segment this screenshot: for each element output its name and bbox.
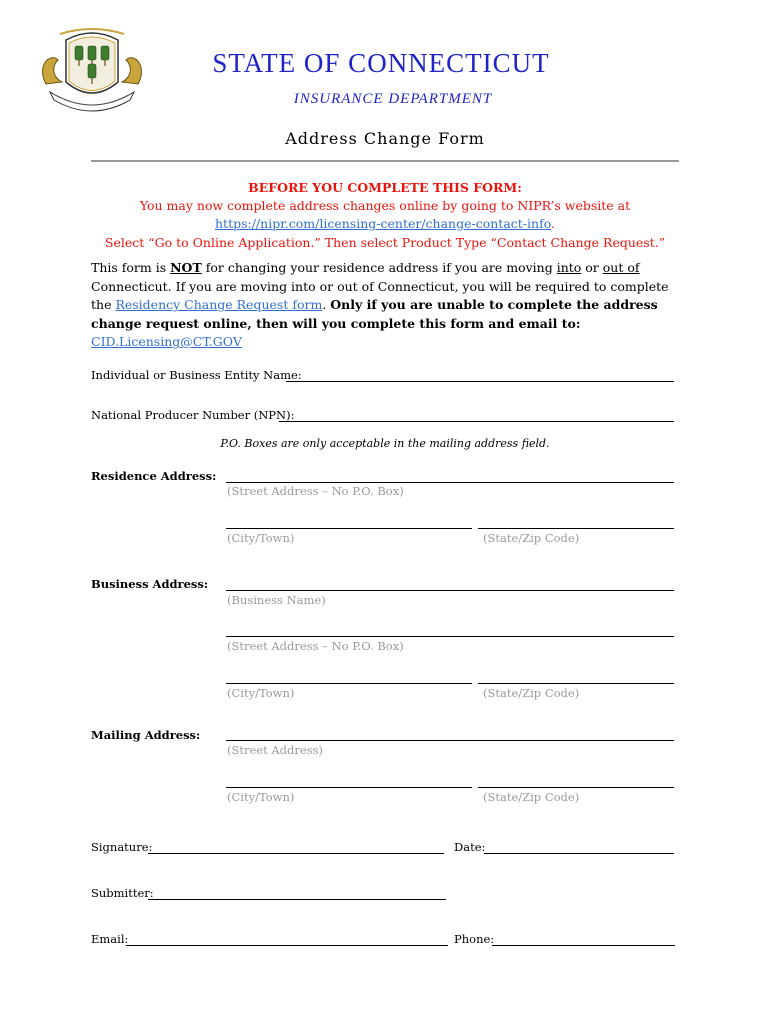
instr-into: into: [556, 260, 582, 275]
business-street-field[interactable]: [226, 636, 674, 637]
instr-out-of: out of: [602, 260, 640, 275]
signature-label: Signature:: [91, 840, 153, 854]
business-state-zip-field[interactable]: [478, 683, 674, 684]
mailing-label: Mailing Address:: [91, 728, 201, 742]
mailing-street-field[interactable]: [226, 740, 674, 741]
email-label: Email:: [91, 932, 129, 946]
entity-name-field[interactable]: [286, 381, 674, 382]
instructions-paragraph: [91, 259, 691, 352]
date-label: Date:: [454, 840, 486, 854]
npn-label: National Producer Number (NPN):: [91, 408, 295, 422]
mailing-city-hint: (City/Town): [227, 790, 295, 804]
business-label: Business Address:: [91, 577, 209, 591]
instr-not: NOT: [170, 260, 202, 275]
email-field[interactable]: [126, 945, 448, 946]
nipr-link[interactable]: https://nipr.com/licensing-center/change-contact-info: [215, 216, 552, 231]
residence-street-hint: (Street Address – No P.O. Box): [227, 484, 404, 498]
mailing-street-hint: (Street Address): [227, 743, 323, 757]
business-street-hint: (Street Address – No P.O. Box): [227, 639, 404, 653]
instr-bold: Only if you are unable to complete the address change request online, then will you complete this form and email to:: [91, 297, 658, 331]
department-title: INSURANCE DEPARTMENT: [293, 91, 493, 107]
business-city-field[interactable]: [226, 683, 472, 684]
residence-city-hint: (City/Town): [227, 531, 295, 545]
entity-name-label: Individual or Business Entity Name:: [91, 368, 302, 382]
phone-label: Phone:: [454, 932, 495, 946]
business-city-hint: (City/Town): [227, 686, 295, 700]
notice-line-2: [0, 216, 770, 231]
business-name-field[interactable]: [226, 590, 674, 591]
business-name-hint: (Business Name): [227, 593, 326, 607]
header-divider: [91, 160, 679, 162]
residence-street-field[interactable]: [226, 482, 674, 483]
form-title: Address Change Form: [285, 129, 485, 148]
instr-text: or: [581, 260, 603, 275]
notice-line-1: You may now complete address changes online by going to NIPR’s website at: [139, 198, 631, 213]
notice-heading: BEFORE YOU COMPLETE THIS FORM:: [248, 180, 522, 195]
residence-state-zip-field[interactable]: [478, 528, 674, 529]
po-box-note: P.O. Boxes are only acceptable in the mailing address field.: [220, 437, 550, 450]
mailing-city-field[interactable]: [226, 787, 472, 788]
business-state-zip-hint: (State/Zip Code): [483, 686, 580, 700]
residence-state-zip-hint: (State/Zip Code): [483, 531, 580, 545]
mailing-state-zip-field[interactable]: [478, 787, 674, 788]
email-link[interactable]: CID.Licensing@CT.GOV: [91, 334, 242, 349]
npn-field[interactable]: [279, 421, 674, 422]
instr-text: This form is: [91, 260, 171, 275]
signature-field[interactable]: [148, 853, 444, 854]
phone-field[interactable]: [492, 945, 675, 946]
state-title: STATE OF CONNECTICUT: [212, 48, 550, 78]
instr-text: Connecticut. If you are moving into or out of Connecticut, you will be required to complete the: [91, 278, 669, 312]
notice-period: .: [551, 216, 555, 231]
notice-line-3: Select “Go to Online Application.” Then select Product Type “Contact Change Request.”: [104, 235, 666, 250]
mailing-state-zip-hint: (State/Zip Code): [483, 790, 580, 804]
date-field[interactable]: [484, 853, 674, 854]
instr-text: for changing your residence address if you are moving: [201, 260, 557, 275]
residence-city-field[interactable]: [226, 528, 472, 529]
instr-text: .: [322, 297, 331, 312]
submitter-label: Submitter:: [91, 886, 154, 900]
residency-change-link[interactable]: Residency Change Request form: [115, 297, 323, 312]
residence-label: Residence Address:: [91, 469, 217, 483]
submitter-field[interactable]: [148, 899, 446, 900]
